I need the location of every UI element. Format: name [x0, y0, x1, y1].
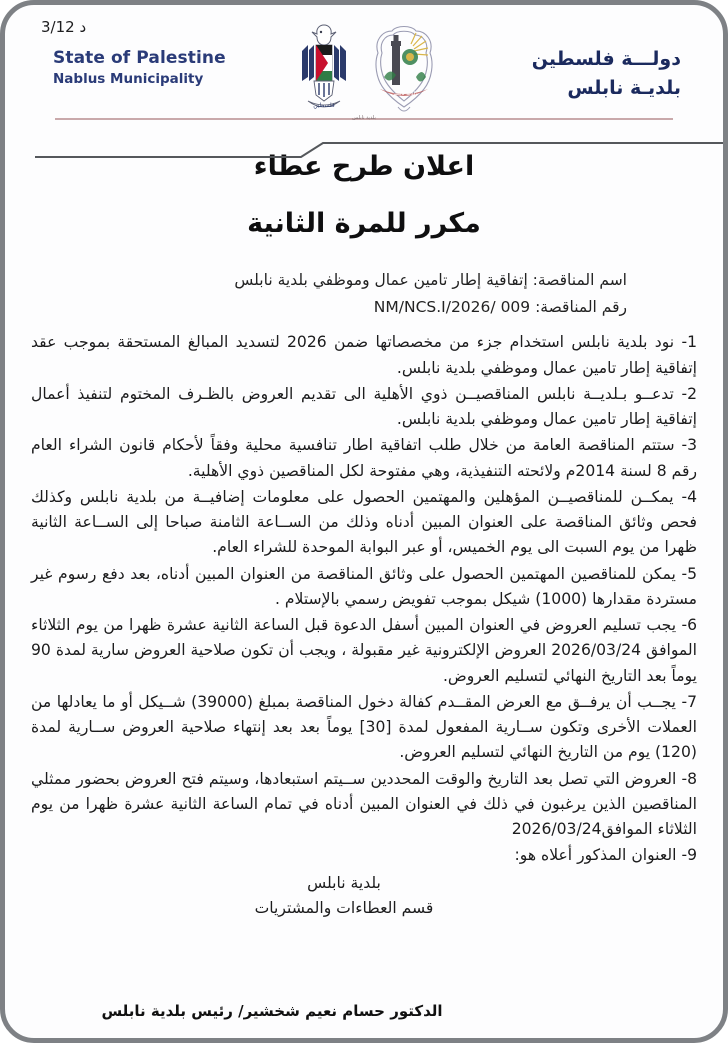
page-title: اعلان طرح عطاء — [253, 151, 475, 182]
address-line-municipality: بلدية نابلس — [307, 873, 381, 892]
clause-item: 6- يجب تسليم العروض في العنوان المبين أسفل الدعوة قبل الساعة الثانية عشرة ظهرا من يوم الثلاثاء الموافق 2026/03/24 العروض الإلكترونية غير مقبولة ، ويجب أن تكون صلاحية العروض سارية لمدة 90 يوماً بعد التاريخ النهائي لتسليم العروض. — [31, 616, 698, 685]
title-block — [5, 151, 723, 239]
clause-item: 5- يمكن للمناقصين المهتمين الحصول على وثائق المناقصة من العنوان المبين أدناه، بعد دفع رسوم غير مستردة مقدارها (1000) شيكل بموجب تفويض رسمي بالإستلام . — [31, 564, 697, 608]
tender-number-line: رقم المناقصة: 009 /NM/NCS.I/2026 — [373, 297, 627, 316]
page-subtitle: مكرر للمرة الثانية — [247, 208, 481, 239]
clause-item: 4- يمكــن للمناقصيــن المؤهلين والمهتمين الحصول على معلومات إضافيــة من بلدية نابلس وكذلك فحص وثائق المناقصة على العنوان المبين أدناه وذلك من الســاعة الثامنة صباحا إلى الســاعة الثانية ظهرا من يوم السبت الى يوم الخميس، أو عبر البوابة الموحدة للشراء العام. — [31, 487, 697, 557]
header-state-of-palestine-ar: دولـــة فلسطين — [531, 48, 681, 70]
page-marker: 3/12 د — [41, 18, 87, 36]
svg-text:فلسطين: فلسطين — [313, 102, 335, 109]
header-nablus-municipality-ar: بلديـة نابلس — [567, 76, 681, 99]
signature-block — [5, 1002, 723, 1020]
angled-divider — [5, 135, 728, 161]
clause-item: 3- ستتم المناقصة العامة من خلال طلب اتفاقية اطار تنافسية محلية وفقاً لأحكام قانون الشراء العام رقم 8 لسنة 2014م ولائحته التنفيذية، وهي مفتوحة لكل المناقصين ذوي الأهلية. — [31, 436, 697, 480]
document-header — [5, 5, 723, 123]
tender-meta — [5, 267, 723, 320]
clauses-list — [5, 330, 723, 868]
signature-text: الدكتور حسام نعيم شخشير/ رئيس بلدية نابلس — [101, 1002, 443, 1020]
emblems-group — [288, 19, 440, 123]
palestine-eagle-emblem-icon — [288, 19, 360, 123]
clause-item: 2- تدعــو بـلديــة نابلس المناقصيــن ذوي الأهلية الى تقديم العروض بالظـرف المختوم لتنفيذ أعمال إتفاقية إطار تامين عمال وموظفي بلدية نابلس. — [31, 384, 697, 429]
svg-text:بلدية نابلس: بلدية نابلس — [390, 91, 418, 97]
header-rule-caption: بلدية نابلس — [352, 115, 376, 121]
header-english-block — [53, 47, 226, 89]
clause-item: 9- العنوان المذكور أعلاه هو: — [514, 846, 697, 865]
header-nablus-municipality: Nablus Municipality — [53, 71, 204, 88]
header-arabic-block — [532, 45, 681, 102]
nablus-municipality-crest-icon — [368, 19, 440, 123]
clause-item: 1- نود بلدية نابلس استخدام جزء من مخصصاتها ضمن 2026 لتسديد المبالغ المستحقة بموجب عقد إتفاقية إطار تامين عمال وموظفي بلدية نابلس. — [31, 333, 698, 377]
header-state-of-palestine: State of Palestine — [53, 48, 226, 68]
tender-name-line: اسم المناقصة: إتفاقية إطار تامين عمال وموظفي بلدية نابلس — [234, 271, 627, 289]
clause-item: 8- العروض التي تصل بعد التاريخ والوقت المحددين ســيتم استبعادها، وسيتم فتح العروض بحضور ممثلي المناقصين الذين يرغبون في ذلك في العنوان المبين أدناه في تمام الساعة الثانية عشرة ظهرا من يوم الثلاثاء الموافق2026/03/24 — [31, 769, 697, 839]
clause-item: 7- يجــب أن يرفــق مع العرض المقــدم كفالة دخول المناقصة بمبلغ (39000) شــيكل أو ما يعادلها من العملات الأخرى وتكون ســارية المفعول لمدة [30] يوماً بعد بعد إنتهاء صلاحية العروض ســارية لمدة (120) يوم من التاريخ النهائي لتسليم العروض. — [31, 692, 698, 762]
address-line-department: قسم العطاءات والمشتريات — [254, 898, 434, 917]
address-block — [5, 871, 723, 922]
